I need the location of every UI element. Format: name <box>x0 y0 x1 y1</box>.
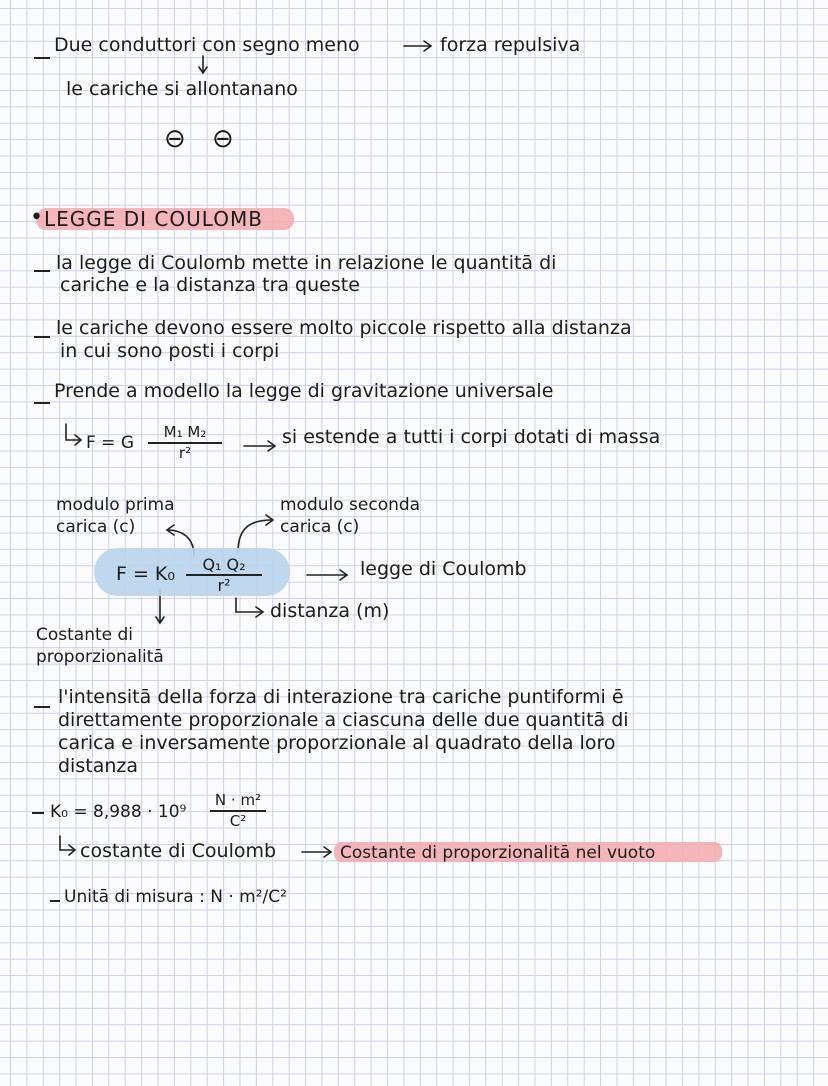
k-unit-numerator: N · m² <box>214 791 262 809</box>
section-title: LEGGE DI COULOMB <box>44 207 263 231</box>
label-q2-line-1: modulo seconda <box>280 495 421 515</box>
statement-line-1: l'intensitā della forza di interazione tra cariche puntiformi ē <box>58 686 624 708</box>
section-bullet: • <box>30 205 43 230</box>
statement-line-4: distanza <box>58 755 138 777</box>
label-q1-line-2: carica (c) <box>56 517 136 537</box>
dash-mark <box>34 706 50 708</box>
intro-result: forza repulsiva <box>440 34 581 56</box>
gravity-fraction <box>148 424 222 462</box>
bullet-1-line-2: cariche e la distanza tra queste <box>60 274 360 296</box>
label-q1-line-1: modulo prima <box>56 495 175 515</box>
k-unit-denominator: C² <box>229 811 247 830</box>
k-value: K₀ = 8,988 · 10⁹ <box>50 802 187 822</box>
coulomb-law-name: legge di Coulomb <box>360 558 527 580</box>
coulomb-numerator: Q₁ Q₂ <box>202 555 246 574</box>
statement-line-2: direttamente proporzionale a ciascuna delle due quantitā di <box>58 709 629 731</box>
constant-name: costante di Coulomb <box>80 840 277 862</box>
statement-line-3: carica e inversamente proporzionale al quadrato della loro <box>58 732 616 754</box>
gravity-denominator: r² <box>178 443 192 462</box>
vacuum-constant: Costante di proporzionalitā nel vuoto <box>340 843 656 863</box>
bullet-2-line-1: le cariche devono essere molto piccole rispetto alla distanza <box>56 317 632 339</box>
constant-label-line-2: proporzionalitā <box>36 647 164 667</box>
intro-line-1: Due conduttori con segno meno <box>54 34 360 56</box>
bullet-1-line-1: la legge di Coulomb mette in relazione le quantitā di <box>56 252 557 274</box>
negative-charge-icon: ⊖ <box>164 124 186 154</box>
negative-charge-icon: ⊖ <box>212 124 234 154</box>
coulomb-fraction <box>186 556 262 594</box>
gravity-formula-lhs: F = G <box>86 433 135 453</box>
dash-mark <box>32 812 44 814</box>
dash-mark <box>34 57 50 59</box>
dash-mark <box>34 336 50 338</box>
unit-label: Unitā di misura : N · m²/C² <box>64 887 287 907</box>
label-q2-line-2: carica (c) <box>280 517 360 537</box>
k-unit-fraction <box>210 792 266 830</box>
dash-mark <box>34 402 50 404</box>
distance-label: distanza (m) <box>270 600 390 622</box>
constant-label-line-1: Costante di <box>36 625 134 645</box>
gravity-note: si estende a tutti i corpi dotati di massa <box>282 426 661 448</box>
intro-line-2: le cariche si allontanano <box>66 78 298 100</box>
bullet-3-line-1: Prende a modello la legge di gravitazione universale <box>54 380 554 402</box>
coulomb-lhs: F = K₀ <box>116 563 176 585</box>
dash-mark <box>34 270 50 272</box>
gravity-numerator: M₁ M₂ <box>163 423 207 441</box>
coulomb-denominator: r² <box>217 575 231 595</box>
bullet-2-line-2: in cui sono posti i corpi <box>60 340 280 362</box>
dash-mark <box>50 900 60 902</box>
